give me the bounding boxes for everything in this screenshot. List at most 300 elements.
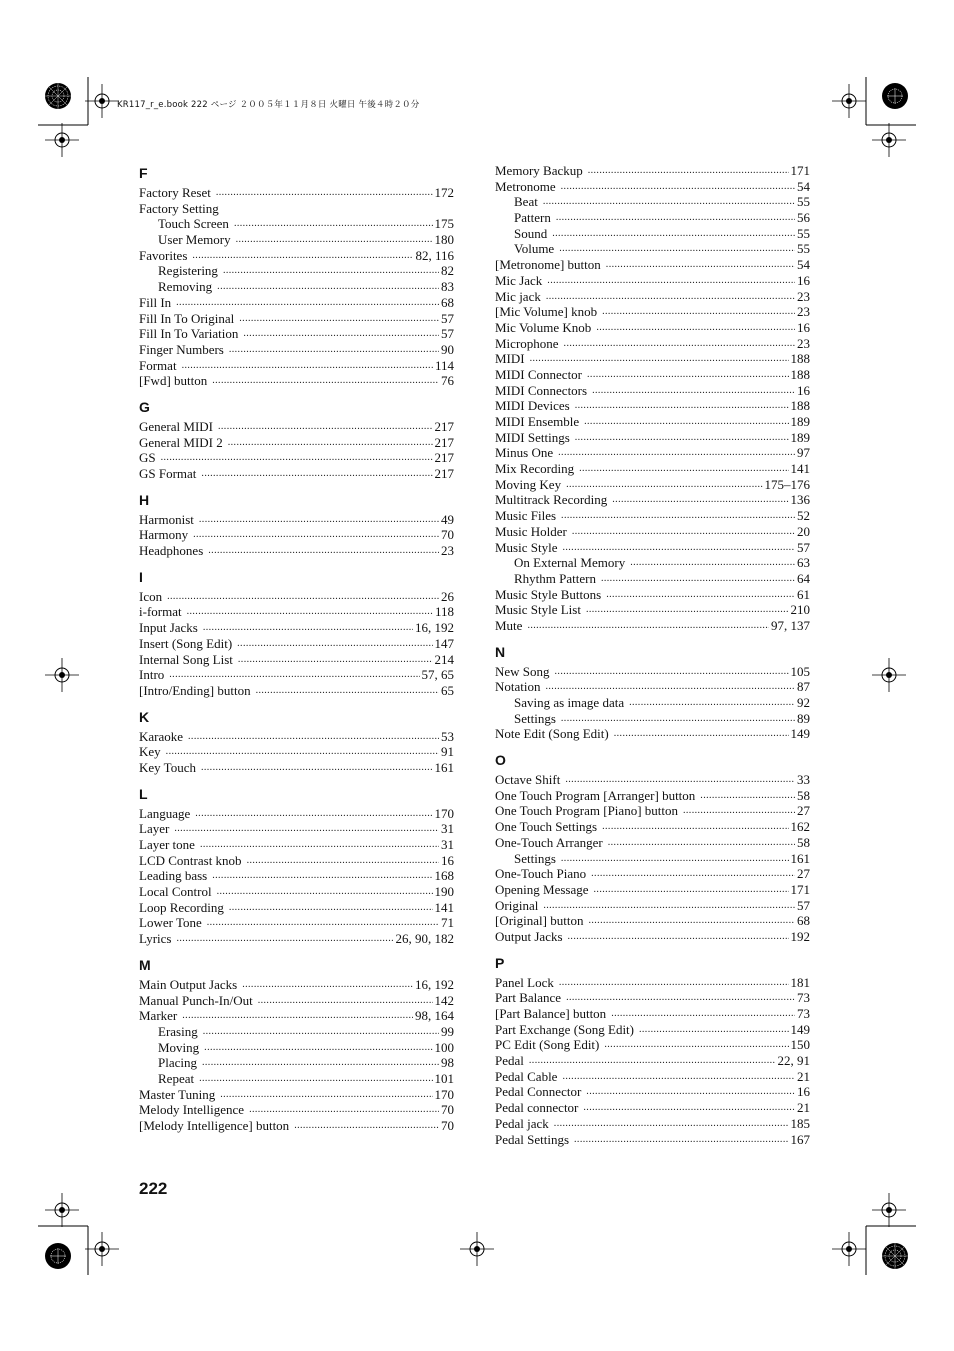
dot-leader [562,540,795,556]
index-entry [495,398,810,414]
entry-page-ref: 189 [790,429,810,445]
index-entry [495,351,810,367]
entry-page-ref: 70 [441,1118,454,1133]
entry-term: Master Tuning [139,1086,216,1102]
entry-term: Music Holder [495,523,567,539]
crosshair-mark [872,1193,906,1227]
entry-term: [Metronome] button [495,257,601,273]
index-subentry [495,226,810,242]
index-entry [495,882,810,898]
dot-leader [234,216,433,232]
entry-page-ref: 101 [434,1070,454,1086]
entry-term: Octave Shift [495,772,561,788]
index-entry [495,163,810,179]
crosshair-mark [832,1232,866,1266]
dot-leader [169,667,419,683]
entry-term: Settings [514,850,556,866]
entry-term: General MIDI [139,418,213,434]
index-entry [139,931,454,947]
dot-leader [202,1055,439,1071]
dot-leader [602,304,795,320]
dot-leader [199,1071,432,1087]
index-entry [495,445,810,461]
entry-term: Marker [139,1008,178,1024]
index-subentry [495,194,810,210]
index-entry [495,602,810,618]
entry-term: Format [139,357,177,373]
dot-leader [547,273,795,289]
entry-term: Touch Screen [158,216,229,232]
dot-leader [247,853,439,869]
dot-leader [236,232,433,248]
index-entry [139,868,454,884]
dot-leader [584,414,788,430]
entry-term: [Melody Intelligence] button [139,1118,290,1133]
entry-page-ref: 21 [797,1100,810,1116]
dot-leader [596,320,795,336]
crosshair-mark [45,123,79,157]
entry-page-ref: 147 [434,635,454,651]
dot-leader [201,466,432,482]
index-entry [139,853,454,869]
entry-page-ref: 27 [797,803,810,819]
dot-leader [588,913,795,929]
entry-term: PC Edit (Song Edit) [495,1037,600,1053]
index-entry [495,788,810,804]
index-subentry [495,695,810,711]
index-subentry [139,232,454,248]
entry-page-ref: 71 [441,915,454,931]
entry-term: Headphones [139,543,204,559]
dot-leader [212,868,432,884]
entry-page-ref: 217 [434,418,454,434]
index-entry [139,419,454,435]
entry-page-ref: 142 [434,992,454,1008]
starburst-mark-bottom-right [882,1243,908,1269]
entry-page-ref: 54 [797,257,810,273]
dot-leader [218,419,433,435]
entry-page-ref: 170 [434,805,454,821]
dot-leader [565,772,795,788]
entry-term: Repeat [158,1070,195,1086]
entry-term: MIDI [495,351,525,367]
entry-page-ref: 83 [441,279,454,295]
entry-term: Melody Intelligence [139,1102,245,1118]
index-entry [495,1022,810,1038]
dot-leader [561,851,789,867]
entry-term: Harmony [139,527,189,543]
index-entry [495,320,810,336]
entry-page-ref: 114 [434,357,454,373]
index-entry [495,1084,810,1100]
index-entry [139,620,454,636]
dot-leader [611,1006,795,1022]
entry-term: Music Style [495,539,558,555]
entry-term: Multitrack Recording [495,492,608,508]
entry-page-ref: 68 [441,294,454,310]
entry-term: Intro [139,667,165,683]
entry-page-ref: 54 [797,178,810,194]
entry-page-ref: 217 [434,466,454,481]
dot-leader [174,821,439,837]
index-entry [495,1132,810,1148]
index-subentry [495,711,810,727]
index-entry [139,450,454,466]
index-entry [495,1053,810,1069]
section-letter: F [139,165,148,181]
entry-term: [Original] button [495,913,584,929]
entry-page-ref: 181 [790,974,810,990]
entry-term: Pedal Cable [495,1068,558,1084]
dot-leader [208,543,439,559]
index-subentry [495,571,810,587]
dot-leader [601,571,795,587]
entry-page-ref: 23 [797,288,810,304]
entry-term: Saving as image data [514,695,625,710]
section-letter: O [495,752,506,769]
entry-term: [Intro/Ending] button [139,682,251,698]
entry-term: Sound [514,225,548,241]
page-number: 222 [139,1179,168,1198]
entry-term: Manual Punch-In/Out [139,992,253,1008]
dot-leader [212,373,439,389]
index-entry [139,201,454,217]
index-subentry [495,210,810,226]
dot-leader [182,1008,413,1024]
dot-leader [700,788,795,804]
entry-term: LCD Contrast knob [139,852,242,868]
dot-leader [258,993,433,1009]
dot-leader [188,729,439,745]
entry-term: Part Exchange (Song Edit) [495,1021,634,1037]
index-entry [495,618,810,634]
entry-term: Main Output Jacks [139,976,238,992]
entry-page-ref: 99 [441,1023,454,1039]
entry-term: Pedal Connector [495,1084,582,1100]
entry-page-ref: 20 [797,523,810,539]
entry-term: On External Memory [514,555,626,571]
dot-leader [243,326,439,342]
entry-page-ref: 149 [790,726,810,742]
dot-leader [166,744,439,760]
entry-term: Note Edit (Song Edit) [495,726,609,742]
entry-term: Karaoke [139,728,184,744]
entry-term: Key [139,744,161,760]
index-entry [495,664,810,680]
dot-leader [187,604,433,620]
entry-term: Pattern [514,210,551,226]
dot-leader [530,351,789,367]
index-entry [139,915,454,931]
entry-page-ref: 70 [441,527,454,543]
crosshair-mark [85,84,119,118]
entry-page-ref: 92 [797,695,810,710]
index-entry [139,1008,454,1024]
entry-term: Factory Reset [139,185,211,200]
entry-term: Moving [158,1039,200,1055]
dot-leader [561,711,795,727]
entry-page-ref: 214 [434,651,454,667]
entry-page-ref: 105 [790,663,810,679]
entry-term: MIDI Connectors [495,382,588,398]
entry-term: Fill In To Original [139,310,235,326]
dot-leader [594,882,789,898]
dot-leader [182,358,433,374]
index-entry [139,837,454,853]
entry-term: One Touch Program [Piano] button [495,803,678,819]
index-entry [139,729,454,745]
section-letter: H [139,491,150,508]
entry-page-ref: 73 [797,1006,810,1021]
entry-page-ref: 73 [797,990,810,1006]
entry-term: Pedal jack [495,1115,549,1131]
entry-term: Layer [139,821,170,837]
index-entry [495,679,810,695]
dot-leader [612,492,788,508]
entry-term: [Fwd] button [139,373,208,389]
entry-page-ref: 56 [797,210,810,226]
index-entry [139,466,454,482]
dot-leader [639,1022,789,1038]
dot-leader [591,866,795,882]
entry-page-ref: 57 [797,897,810,913]
dot-leader [229,342,439,358]
section-letter: L [139,785,148,802]
entry-term: One Touch Program [Arranger] button [495,787,696,803]
dot-leader [554,1116,789,1132]
dot-leader [602,819,788,835]
index-entry [139,589,454,605]
entry-page-ref: 167 [790,1131,810,1147]
index-entry [139,358,454,374]
dot-leader [630,555,795,571]
entry-term: Mute [495,617,523,633]
crosshair-mark [45,658,79,692]
entry-page-ref: 82, 116 [415,247,454,263]
entry-page-ref: 82 [441,263,454,279]
entry-term: Harmonist [139,511,194,527]
entry-term: Erasing [158,1023,198,1039]
entry-term: MIDI Ensemble [495,414,580,429]
entry-term: MIDI Connector [495,366,583,382]
dot-leader [606,587,795,603]
index-entry [139,435,454,451]
dot-leader [561,508,795,524]
entry-term: Minus One [495,445,554,461]
index-entry [139,512,454,528]
index-entry [495,1006,810,1022]
entry-term: [Part Balance] button [495,1006,607,1021]
entry-page-ref: 27 [797,866,810,882]
dot-leader [586,1084,795,1100]
dot-leader [220,1087,432,1103]
entry-term: Mic jack [495,288,541,304]
entry-term: User Memory [158,232,231,248]
entry-term: GS [139,450,156,466]
dot-leader [546,679,796,695]
entry-page-ref: 188 [790,366,810,382]
entry-page-ref: 23 [797,304,810,320]
index-entry [495,975,810,991]
entry-term: Mix Recording [495,461,575,477]
dot-leader [203,1024,439,1040]
entry-page-ref: 65 [441,682,454,698]
entry-term: New Song [495,663,550,679]
entry-term: Mic Jack [495,272,543,288]
index-entry [139,900,454,916]
dot-leader [606,257,795,273]
entry-term: Insert (Song Edit) [139,635,233,651]
dot-leader [575,430,789,446]
index-entry [495,524,810,540]
entry-term: Icon [139,588,163,604]
index-entry [139,1118,454,1134]
entry-page-ref: 136 [790,492,810,508]
index-subentry [139,1055,454,1071]
entry-page-ref: 149 [790,1021,810,1037]
index-entry [495,587,810,603]
entry-page-ref: 170 [434,1086,454,1102]
entry-term: Favorites [139,247,188,263]
dot-leader [572,524,795,540]
index-entry [495,273,810,289]
index-entry [139,527,454,543]
entry-term: Pedal connector [495,1100,579,1116]
index-entry [139,744,454,760]
index-subentry [139,263,454,279]
entry-page-ref: 64 [797,570,810,586]
index-entry [495,1116,810,1132]
index-entry [139,295,454,311]
index-entry [139,326,454,342]
dot-leader [228,435,433,451]
index-subentry [139,279,454,295]
index-entry [495,414,810,430]
index-entry [495,540,810,556]
entry-term: Fill In [139,294,172,310]
dot-leader [201,760,433,776]
dot-leader [564,336,795,352]
dot-leader [177,931,394,947]
entry-page-ref: 171 [790,163,810,178]
index-entry [495,367,810,383]
section-letter: G [139,398,150,415]
entry-term: Lower Tone [139,915,202,931]
entry-term: Output Jacks [495,928,563,944]
index-subentry [139,1024,454,1040]
dot-leader [556,210,795,226]
dot-leader [217,884,433,900]
index-entry [495,257,810,273]
dot-leader [566,990,795,1006]
entry-page-ref: 98 [441,1055,454,1071]
dot-leader [176,295,439,311]
entry-term: Original [495,897,539,913]
entry-term: Beat [514,194,538,210]
crosshair-mark [832,84,866,118]
dot-leader [543,898,795,914]
entry-page-ref: 21 [797,1068,810,1084]
entry-term: Metronome [495,178,556,194]
entry-page-ref: 57, 65 [421,667,454,683]
dot-leader [229,900,433,916]
index-entry [139,993,454,1009]
dot-leader [167,589,439,605]
target-mark-bottom-left [45,1243,71,1269]
index-entry [139,821,454,837]
entry-page-ref: 55 [797,225,810,241]
index-entry [495,179,810,195]
dot-leader [204,1040,432,1056]
entry-page-ref: 192 [790,928,810,944]
index-entry [139,373,454,389]
index-entry [495,866,810,882]
entry-page-ref: 49 [441,511,454,527]
entry-page-ref: 185 [790,1115,810,1131]
index-column-right [495,163,810,1147]
dot-leader [200,837,439,853]
entry-term: Notation [495,679,541,695]
index-entry [495,383,810,399]
entry-page-ref: 26, 90, 182 [395,931,454,947]
entry-page-ref: 57 [441,310,454,326]
entry-page-ref: 31 [441,821,454,837]
entry-page-ref: 16, 192 [415,976,454,992]
entry-term: Key Touch [139,759,196,775]
dot-leader [555,664,789,680]
dot-leader [561,179,795,195]
section-letter: M [139,956,151,973]
dot-leader [559,241,795,257]
entry-term: Volume [514,241,555,257]
index-entry [495,772,810,788]
dot-leader [608,835,795,851]
index-entry [495,913,810,929]
entry-page-ref: 33 [797,772,810,788]
dot-leader [199,512,439,528]
entry-page-ref: 90 [441,341,454,357]
dot-leader [592,383,795,399]
dot-leader [583,1100,795,1116]
entry-page-ref: 16 [797,272,810,288]
entry-page-ref: 58 [797,787,810,803]
entry-page-ref: 87 [797,679,810,695]
dot-leader [203,620,413,636]
entry-term: Local Control [139,884,212,900]
index-entry [495,1069,810,1085]
index-entry [495,835,810,851]
entry-page-ref: 210 [790,602,810,618]
dot-leader [192,248,413,264]
entry-term: Factory Setting [139,200,219,216]
entry-page-ref: 55 [797,194,810,210]
dot-leader [543,194,795,210]
print-header: KR117_r_e.book 222 ページ ２００５年１１月８日 火曜日 午後４時２０分 [117,100,420,110]
entry-page-ref: 180 [434,232,454,248]
dot-leader [242,977,413,993]
index-entry [139,977,454,993]
dot-leader [294,1118,439,1134]
dot-leader [629,695,795,711]
entry-term: Fill In To Variation [139,326,239,342]
index-entry [139,652,454,668]
index-subentry [139,1040,454,1056]
entry-page-ref: 98, 164 [415,1008,454,1024]
entry-page-ref: 23 [441,543,454,559]
dot-leader [552,226,795,242]
dot-leader [223,263,439,279]
entry-page-ref: 16 [797,382,810,398]
